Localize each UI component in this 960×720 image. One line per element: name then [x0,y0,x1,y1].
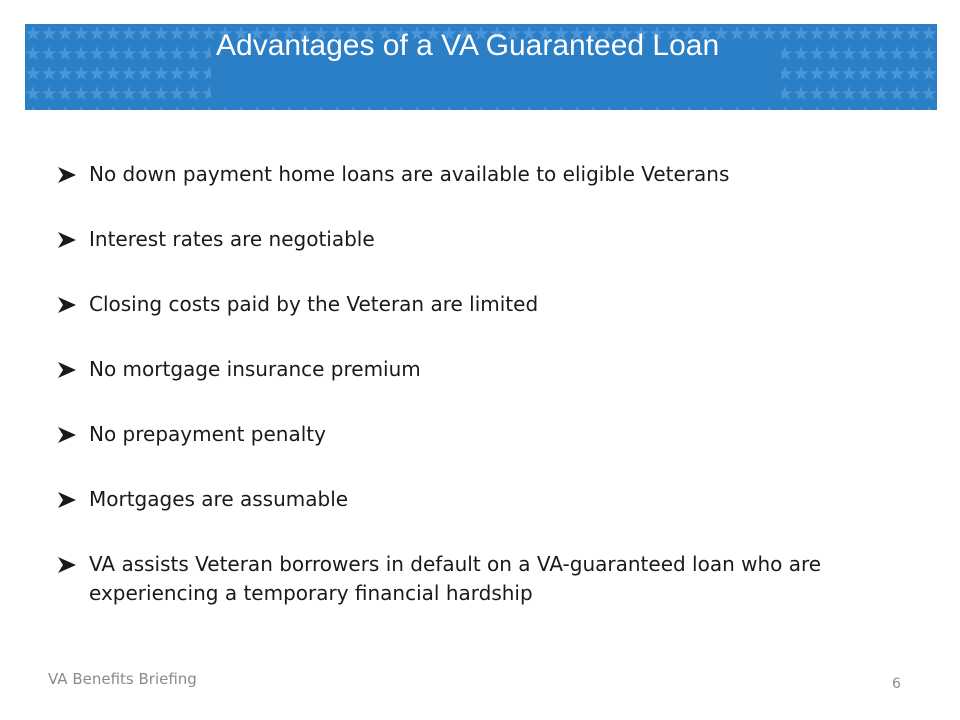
bullet-text: Mortgages are assumable [89,487,349,511]
bullet-item [58,485,908,514]
bullet-item [58,160,908,189]
bullet-text: VA assists Veteran borrowers in default on a VA-guaranteed loan who are experiencing a temporary financial hardship [89,552,822,605]
arrowhead-bullet-icon [58,232,76,248]
bullet-text: Interest rates are negotiable [89,227,375,251]
bullet-item [58,355,908,384]
arrowhead-bullet-icon [58,427,76,443]
bullet-text: No mortgage insurance premium [89,357,421,381]
bullet-item [58,225,908,254]
bullet-item [58,420,908,449]
footer-label: VA Benefits Briefing [48,670,197,688]
arrowhead-bullet-icon [58,297,76,313]
bullet-text: Closing costs paid by the Veteran are limited [89,292,539,316]
bullet-text: No prepayment penalty [89,422,326,446]
slide-title: Advantages of a VA Guaranteed Loan [216,29,720,62]
arrowhead-bullet-icon [58,557,76,573]
bullet-text: No down payment home loans are available to eligible Veterans [89,162,730,186]
arrowhead-bullet-icon [58,167,76,183]
arrowhead-bullet-icon [58,362,76,378]
page-number: 6 [892,676,901,692]
arrowhead-bullet-icon [58,492,76,508]
bullet-item [58,550,908,608]
bullet-item [58,290,908,319]
bullet-list [58,160,908,644]
